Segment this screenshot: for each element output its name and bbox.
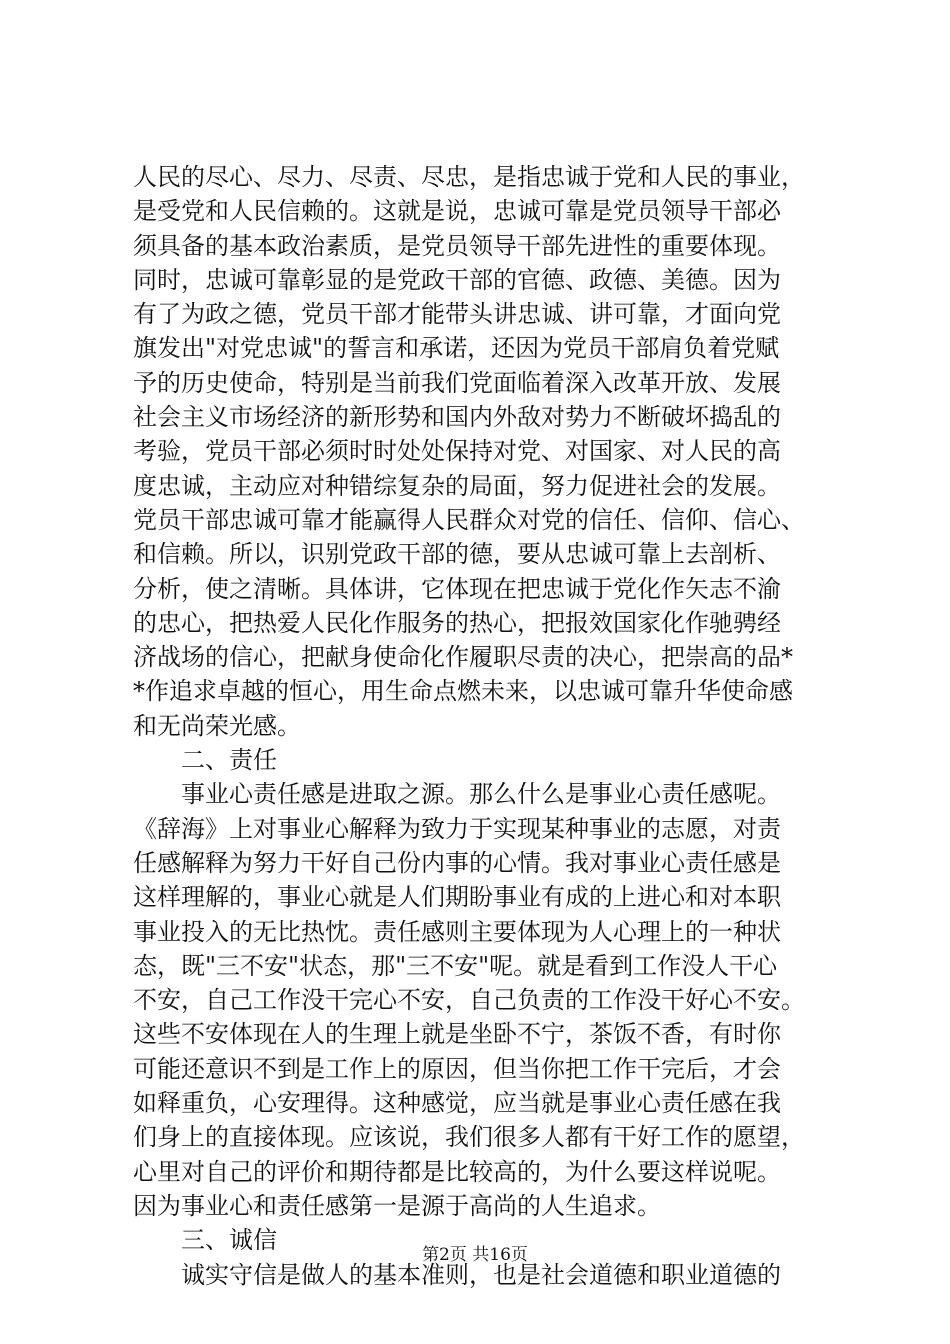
- body-line: 态，既"三不安"状态，那"三不安"呢。就是看到工作没人干心: [133, 951, 778, 980]
- body-line: 旗发出"对党忠诚"的誓言和承诺，还因为党员干部肩负着党赋: [133, 334, 780, 363]
- body-line: 的忠心，把热爱人民化作服务的热心，把报效国家化作驰骋经: [133, 608, 781, 637]
- body-line: 们身上的直接体现。应该说，我们很多人都有干好工作的愿望，: [133, 1123, 805, 1152]
- paragraph-first-line: 诚实守信是做人的基本准则，也是社会道德和职业道德的: [181, 1260, 781, 1289]
- body-line: 考验，党员干部必须时时处处保持对党、对国家、对人民的高: [133, 437, 781, 466]
- body-line: 事业投入的无比热忱。责任感则主要体现为人心理上的一种状: [133, 917, 781, 946]
- body-line: 有了为政之德，党员干部才能带头讲忠诚、讲可靠，才面向党: [133, 300, 781, 329]
- body-line: 须具备的基本政治素质，是党员领导干部先进性的重要体现。: [133, 231, 781, 260]
- body-line: 和无尚荣光感。: [133, 711, 301, 740]
- body-line: 因为事业心和责任感第一是源于高尚的人生追求。: [133, 1191, 661, 1220]
- page-number-footer: 第2页 共16页: [422, 1245, 528, 1265]
- body-line: 可能还意识不到是工作上的原因，但当你把工作干完后，才会: [133, 1054, 781, 1083]
- body-line: 不安，自己工作没干完心不安，自己负责的工作没干好心不安。: [133, 986, 805, 1015]
- body-line: *作追求卓越的恒心，用生命点燃未来，以忠诚可靠升华使命感: [133, 677, 793, 706]
- body-line: 和信赖。所以，识别党政干部的德，要从忠诚可靠上去剖析、: [133, 540, 781, 569]
- section-heading: 三、诚信: [181, 1226, 277, 1255]
- body-line: 《辞海》上对事业心解释为致力于实现某种事业的志愿，对责: [133, 814, 781, 843]
- section-heading: 二、责任: [181, 746, 277, 775]
- body-line: 如释重负，心安理得。这种感觉，应当就是事业心责任感在我: [133, 1089, 781, 1118]
- body-line: 任感解释为努力干好自己份内事的心情。我对事业心责任感是: [133, 848, 781, 877]
- body-line: 人民的尽心、尽力、尽责、尽忠，是指忠诚于党和人民的事业，: [133, 163, 805, 191]
- body-line: 心里对自己的评价和期待都是比较高的，为什么要这样说呢。: [133, 1157, 781, 1186]
- paragraph-first-line: 事业心责任感是进取之源。那么什么是事业心责任感呢。: [181, 780, 781, 809]
- body-line: 这样理解的，事业心就是人们期盼事业有成的上进心和对本职: [133, 883, 781, 912]
- body-line: 党员干部忠诚可靠才能赢得人民群众对党的信任、信仰、信心、: [133, 505, 805, 534]
- body-line: 社会主义市场经济的新形势和国内外敌对势力不断破坏捣乱的: [133, 403, 781, 432]
- body-line: 这些不安体现在人的生理上就是坐卧不宁，茶饭不香，有时你: [133, 1020, 781, 1049]
- body-line: 分析，使之清晰。具体讲，它体现在把忠诚于党化作矢志不渝: [133, 574, 781, 603]
- body-line: 是受党和人民信赖的。这就是说，忠诚可靠是党员领导干部必: [133, 197, 781, 226]
- body-line: 予的历史使命，特别是当前我们党面临着深入改革开放、发展: [133, 368, 781, 397]
- body-line: 度忠诚，主动应对种错综复杂的局面，努力促进社会的发展。: [133, 471, 781, 500]
- document-body: [133, 160, 833, 1292]
- body-line: 同时，忠诚可靠彰显的是党政干部的官德、政德、美德。因为: [133, 265, 781, 294]
- body-line: 济战场的信心，把献身使命化作履职尽责的决心，把崇高的品*: [133, 643, 793, 672]
